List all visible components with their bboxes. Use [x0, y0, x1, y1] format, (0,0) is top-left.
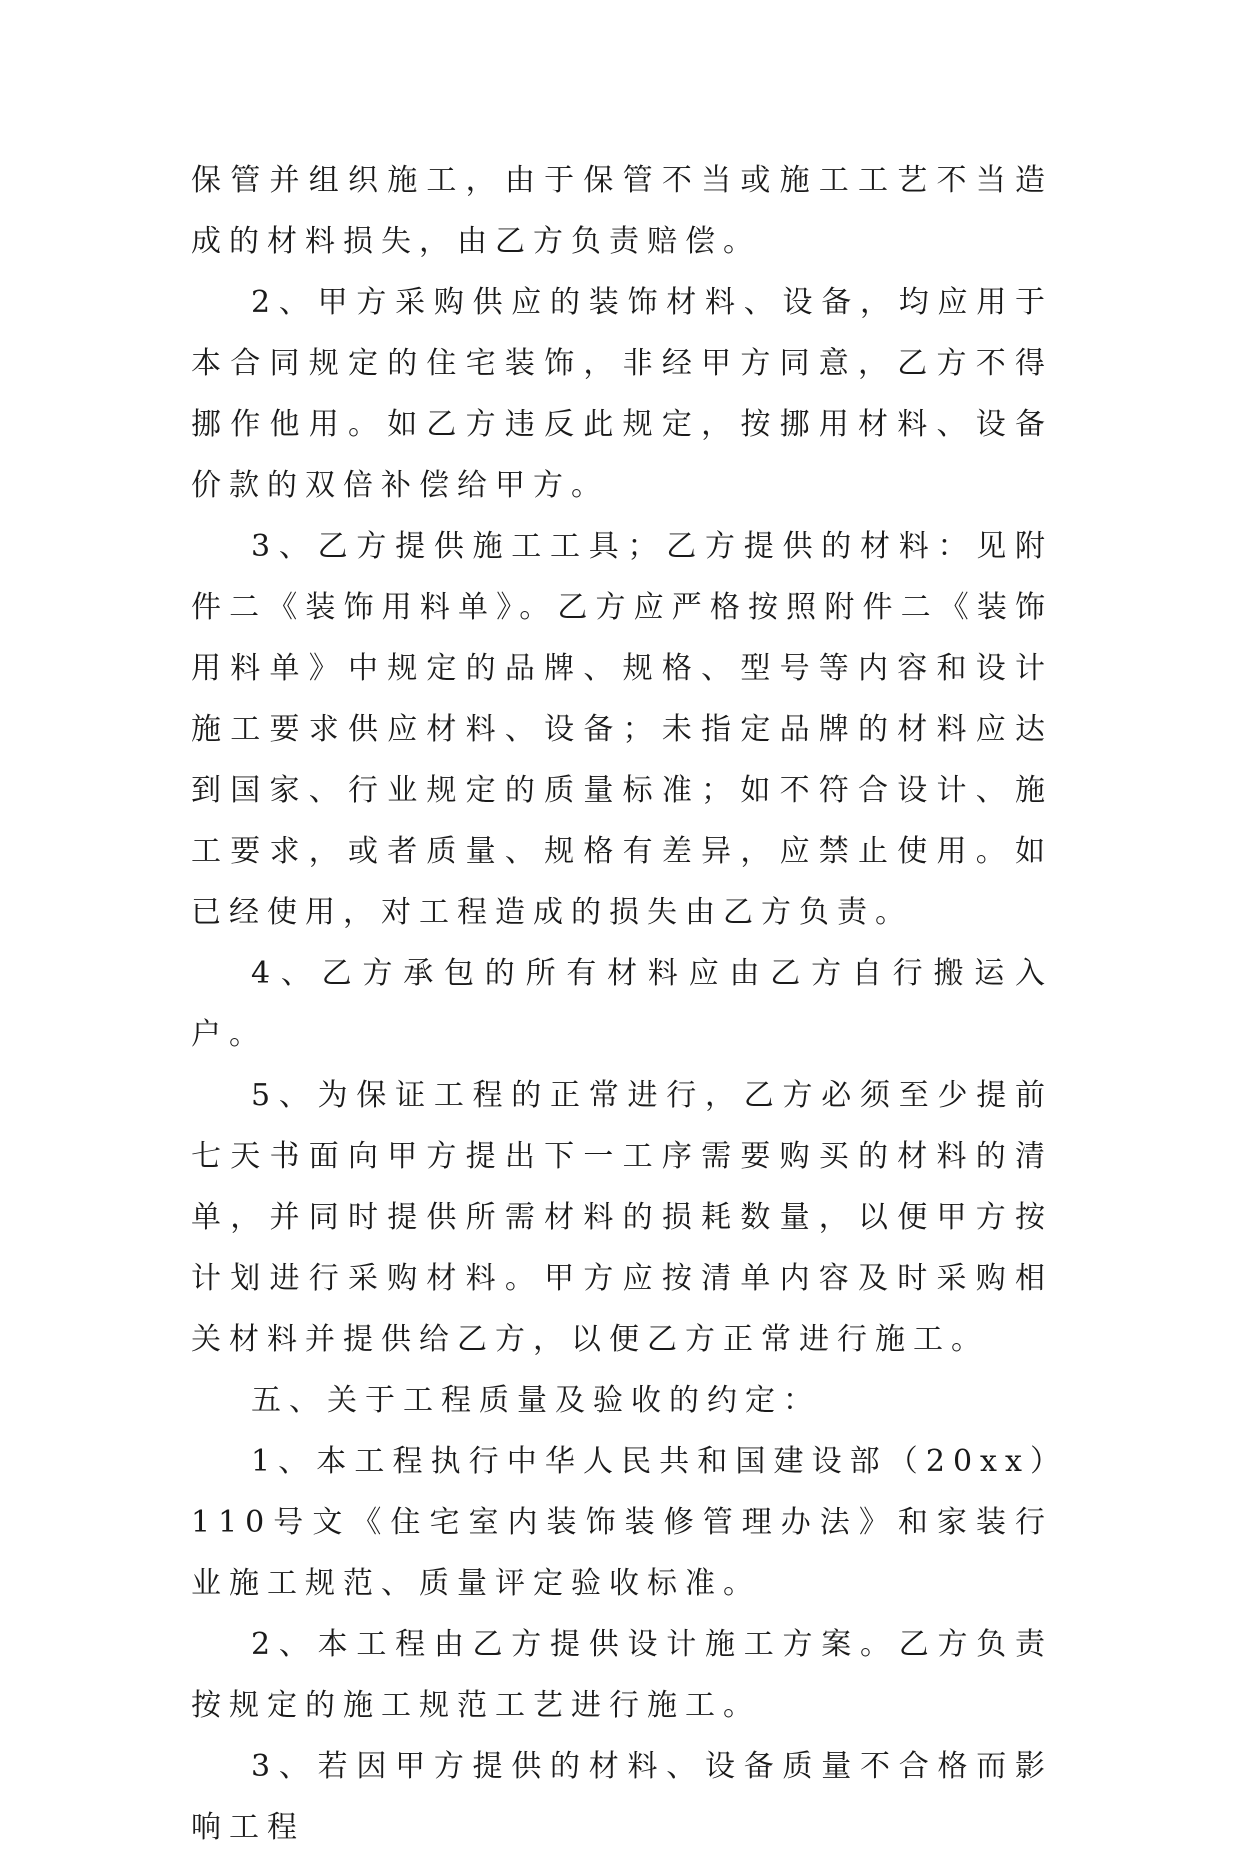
paragraph-item-4: 4、乙方承包的所有材料应由乙方自行搬运入户。 [191, 956, 1053, 1052]
section-heading-five: 五、关于工程质量及验收的约定： [251, 1383, 821, 1418]
paragraph-quality-2: 2、本工程由乙方提供设计施工方案。乙方负责按规定的施工规范工艺进行施工。 [191, 1627, 1053, 1723]
paragraph-quality-1: 1、本工程执行中华人民共和国建设部（20xx）110号文《住宅室内装饰装修管理办法》和家装行业施工规范、质量评定验收标准。 [191, 1444, 1053, 1601]
document-body [191, 150, 1053, 1858]
paragraph-item-5: 5、为保证工程的正常进行，乙方必须至少提前七天书面向甲方提出下一工序需要购买的材料的清单，并同时提供所需材料的损耗数量，以便甲方按计划进行采购材料。甲方应按清单内容及时采购相关材料并提供给乙方，以便乙方正常进行施工。 [191, 1078, 1053, 1357]
paragraph-item-2: 2、甲方采购供应的装饰材料、设备，均应用于本合同规定的住宅装饰，非经甲方同意，乙方不得挪作他用。如乙方违反此规定，按挪用材料、设备价款的双倍补偿给甲方。 [191, 285, 1053, 503]
paragraph-item-3: 3、乙方提供施工工具；乙方提供的材料：见附件二《装饰用料单》。乙方应严格按照附件二《装饰用料单》中规定的品牌、规格、型号等内容和设计施工要求供应材料、设备；未指定品牌的材料应达到国家、行业规定的质量标准；如不符合设计、施工要求，或者质量、规格有差异，应禁止使用。如已经使用，对工程造成的损失由乙方负责。 [191, 529, 1053, 930]
paragraph-continuation: 保管并组织施工，由于保管不当或施工工艺不当造成的材料损失，由乙方负责赔偿。 [191, 163, 1053, 259]
paragraph-quality-3: 3、若因甲方提供的材料、设备质量不合格而影响工程 [191, 1749, 1053, 1845]
